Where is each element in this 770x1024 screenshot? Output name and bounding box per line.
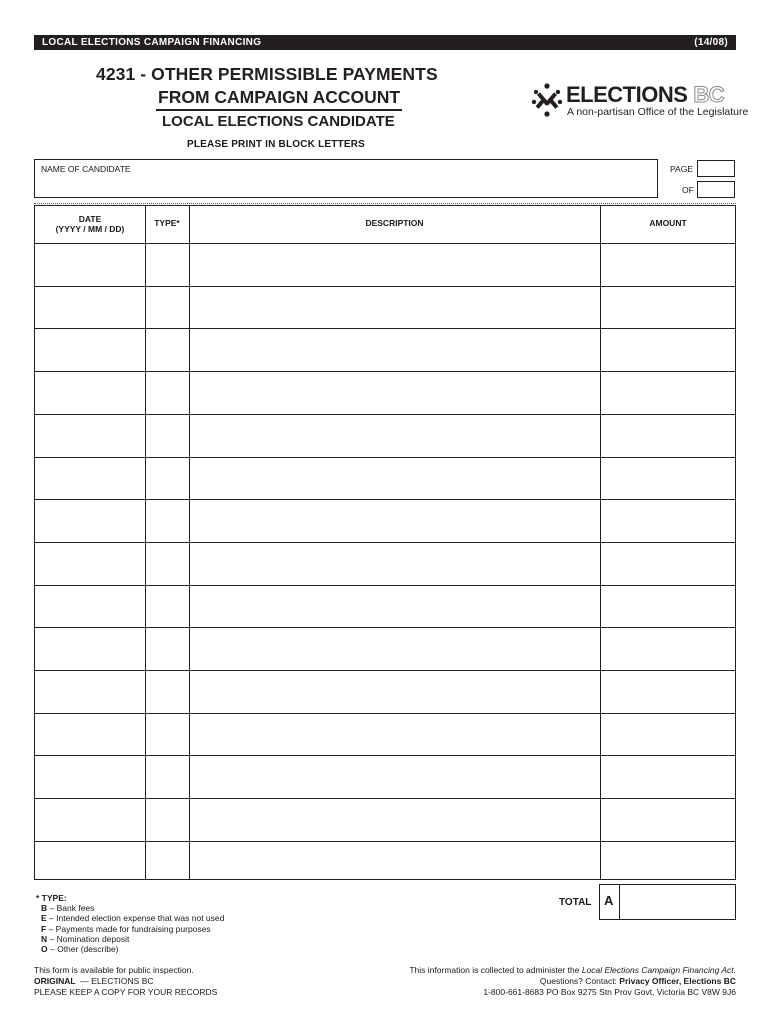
table-row-divider xyxy=(35,286,735,287)
logo-wordmark: ELECTIONS xyxy=(566,82,688,107)
footer-questions-label: Questions? Contact: xyxy=(539,976,617,986)
table-row-divider xyxy=(35,585,735,586)
section-divider xyxy=(34,203,736,204)
table-row-divider xyxy=(35,328,735,329)
type-legend-heading: * TYPE: xyxy=(36,893,67,903)
type-legend-item: O – Other (describe) xyxy=(41,944,119,955)
type-legend-item: B – Bank fees xyxy=(41,903,95,914)
table-row-divider xyxy=(35,713,735,714)
footer-original-dest: — ELECTIONS BC xyxy=(80,976,154,986)
footer-left xyxy=(34,965,217,998)
form-version: (14/08) xyxy=(694,37,728,48)
footer-public-note: This form is available for public inspection. xyxy=(34,965,194,975)
table-row-divider xyxy=(35,627,735,628)
page-number-field[interactable] xyxy=(697,160,735,177)
elections-bc-emblem-icon xyxy=(530,82,564,118)
column-header-description: DESCRIPTION xyxy=(365,218,424,228)
header-bar xyxy=(34,35,736,50)
table-row-divider xyxy=(35,371,735,372)
total-divider xyxy=(619,884,620,920)
footer-original-label: ORIGINAL xyxy=(34,976,76,986)
of-label: OF xyxy=(682,185,694,195)
table-row-divider xyxy=(35,457,735,458)
candidate-name-field[interactable] xyxy=(34,159,658,198)
form-series-label: LOCAL ELECTIONS CAMPAIGN FINANCING xyxy=(42,37,262,48)
title-divider xyxy=(156,109,402,111)
column-header-type: TYPE* xyxy=(154,218,180,228)
table-row-divider xyxy=(35,841,735,842)
logo-wordmark-suffix: BC xyxy=(693,82,725,107)
table-row-divider xyxy=(35,499,735,500)
footer-right xyxy=(409,965,736,998)
print-instruction: PLEASE PRINT IN BLOCK LETTERS xyxy=(187,139,366,150)
page-total-field[interactable] xyxy=(697,181,735,198)
footer-collection-note: This information is collected to administer the xyxy=(409,965,580,975)
table-row-divider xyxy=(35,798,735,799)
form-subtitle: LOCAL ELECTIONS CANDIDATE xyxy=(162,113,395,130)
total-marker: A xyxy=(604,893,614,908)
form-title-line1: 4231 - OTHER PERMISSIBLE PAYMENTS xyxy=(96,64,438,84)
candidate-name-label: NAME OF CANDIDATE xyxy=(41,164,131,174)
type-legend xyxy=(36,893,224,954)
footer-contact-address: 1-800-661-8683 PO Box 9275 Stn Prov Govt, Victoria BC V8W 9J6 xyxy=(483,987,736,997)
footer-act-name: Local Elections Campaign Financing Act. xyxy=(581,965,736,975)
table-row-divider xyxy=(35,670,735,671)
type-legend-item: F – Payments made for fundraising purposes xyxy=(41,923,211,934)
table-row-divider xyxy=(35,755,735,756)
column-header-date: DATE (YYYY / MM / DD) xyxy=(55,214,125,234)
payments-table xyxy=(34,205,736,880)
table-row-divider xyxy=(35,542,735,543)
form-title-line2: FROM CAMPAIGN ACCOUNT xyxy=(158,87,401,107)
total-label: TOTAL xyxy=(559,897,592,908)
type-legend-item: N – Nomination deposit xyxy=(41,933,130,944)
footer-copy-note: PLEASE KEEP A COPY FOR YOUR RECORDS xyxy=(34,987,218,997)
table-row-divider xyxy=(35,243,735,244)
column-header-amount: AMOUNT xyxy=(649,218,687,228)
page-label: PAGE xyxy=(670,164,693,174)
elections-bc-logo xyxy=(530,82,749,122)
table-row-divider xyxy=(35,414,735,415)
logo-tagline: A non-partisan Office of the Legislature xyxy=(567,106,749,118)
footer-contact-name: Privacy Officer, Elections BC xyxy=(619,976,736,986)
type-legend-item: E – Intended election expense that was not used xyxy=(41,913,225,924)
